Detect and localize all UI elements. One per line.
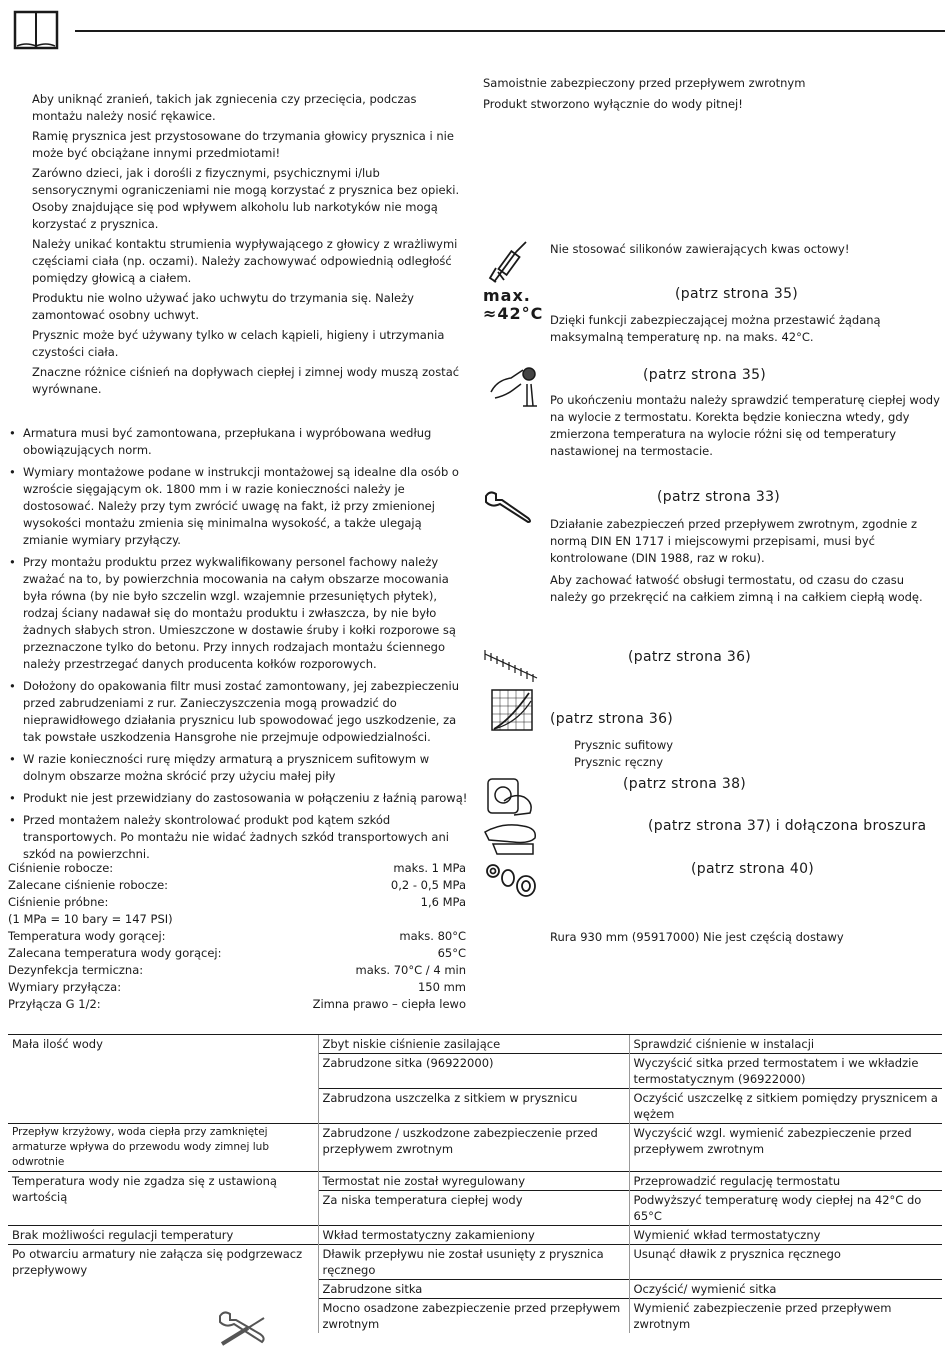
safety-note: Zarówno dzieci, jak i dorośli z fizycznymi, psychicznymi i/lub sensorycznymi ograniczeniami nie mogą korzystać z prysznica bez opieki. Osoby znajdujące się pod wpływem alkoholu lub narkotyków nie mogą korzystać z prysznica. (32, 166, 460, 231)
see-page-40-ref: (patrz strona 40) (691, 861, 815, 877)
table-row (8, 1245, 942, 1280)
tech-value: 0,2 - 0,5 MPa (390, 878, 466, 892)
maintenance-para: Aby zachować łatwość obsługi termostatu, od czasu do czasu należy go przekręcić na całkiem zimną i na całkiem ciepłą wodę. (550, 573, 923, 604)
calibration-text: Po ukończeniu montażu należy sprawdzić temperaturę ciepłej wody na wylocie z termostatu. Korekta będzie konieczna wtedy, gdy zmierzona temperatura na wylocie różni się od temperatury nastawionej na termostacie. (550, 393, 940, 458)
tech-label: Ciśnienie próbne: (8, 895, 109, 909)
silicone-gun-icon (484, 238, 534, 288)
thermostat-hand-icon (487, 362, 539, 410)
mounting-note: • Produkt nie jest przewidziany do zastosowania w połączeniu z łaźnią parową! (8, 790, 468, 807)
remedy-cell: Przeprowadzić regulację termostatu (629, 1172, 942, 1191)
limit-text: Dzięki funkcji zabezpieczającej można przestawić żądaną maksymalną temperaturę np. na maks. 42°C. (550, 313, 881, 344)
mounting-note: • W razie konieczności rurę między armaturą a prysznicem sufitowym w dolnym obszarze można skrócić przy użyciu małej piły (8, 751, 468, 785)
remedy-cell: Oczyścić/ wymienić sitka (629, 1280, 942, 1299)
flow-legend-item: Prysznic ręczny (574, 755, 664, 769)
table-row (8, 1124, 942, 1172)
remedy-cell: Oczyścić uszczelkę z sitkiem pomiędzy prysznicem a wężem (629, 1089, 942, 1124)
mounting-note: • Wymiary montażowe podane w instrukcji montażowej są idealne dla osób o wzroście sięgającym ok. 1800 mm i w razie konieczności należy je dostosować. Należy przy tym zwrócić uwagę na fakt, iż przy zmienionej wysokości montażu zmienia się minimalna wysokość, a także ulegają zmianie wymiary przyłączy. (8, 464, 468, 549)
problem-cell: Mała ilość wody (8, 1035, 318, 1124)
tech-value: maks. 70°C / 4 min (355, 963, 466, 977)
ruler-icon (483, 648, 539, 684)
table-row (8, 1226, 942, 1245)
book-icon (13, 10, 59, 50)
remedy-cell: Wymienić wkład termostatyczny (629, 1226, 942, 1245)
tech-label: (1 MPa = 10 bary = 147 PSI) (8, 912, 173, 926)
tech-label: Wymiary przyłącza: (8, 980, 122, 994)
problem-cell: Brak możliwości regulacji temperatury (8, 1226, 318, 1245)
safety-note: Produktu nie wolno używać jako uchwytu do trzymania się. Należy zamontować osobny uchwyt. (32, 291, 414, 322)
tech-row (8, 911, 466, 928)
spare-parts-icon (484, 860, 540, 898)
problem-cell: Temperatura wody nie zgadza się z ustawioną wartością (8, 1172, 318, 1226)
cause-cell: Za niska temperatura ciepłej wody (318, 1191, 629, 1226)
mounting-notes (8, 425, 468, 868)
tech-label: Ciśnienie robocze: (8, 861, 114, 875)
tech-row (8, 860, 466, 877)
wrench-icon (482, 488, 538, 524)
mounting-note: • Dołożony do opakowania filtr musi zostać zamontowany, jej zabezpieczeniu przed zabrudzeniami z rur. Zanieczyszczenia mogą prowadzić do nieprawidłowego działania prysznicu lub spowodować jego uszkodzenie, za tak powstałe uszkodzenia Hansgrohe nie przejmuje odpowiedzialności. (8, 678, 468, 746)
cause-cell: Mocno osadzone zabezpieczenie przed przepływem zwrotnym (318, 1299, 629, 1334)
intro-line: Samoistnie zabezpieczony przed przepływem zwrotnym (483, 76, 806, 90)
table-row (8, 1172, 942, 1191)
see-page-36-ref: (patrz strona 36) (550, 711, 674, 727)
tech-label: Zalecane ciśnienie robocze: (8, 878, 169, 892)
cause-cell: Zabrudzona uszczelka z sitkiem w prysznicu (318, 1089, 629, 1124)
tech-row (8, 979, 466, 996)
cause-cell: Wkład termostatyczny zakamieniony (318, 1226, 629, 1245)
cleaning-hand-icon (483, 818, 539, 858)
remedy-cell: Podwyższyć temperaturę wody ciepłej na 42°C do 65°C (629, 1191, 942, 1226)
see-page-35-ref: (patrz strona 35) (675, 286, 799, 302)
see-page-33-ref: (patrz strona 33) (657, 489, 781, 505)
tech-value: 1,6 MPa (420, 895, 466, 909)
tools-icon (216, 1308, 272, 1348)
remedy-cell: Wyczyścić wzgl. wymienić zabezpieczenie przed przepływem zwrotnym (629, 1124, 942, 1172)
flow-diagram-icon (491, 689, 533, 731)
cause-cell: Zabrudzone / uszkodzone zabezpieczenie przed przepływem zwrotnym (318, 1124, 629, 1172)
cause-cell: Zbyt niskie ciśnienie zasilające (318, 1035, 629, 1054)
pipe-note: Rura 930 mm (95917000) Nie jest częścią dostawy (550, 930, 844, 944)
tech-row (8, 894, 466, 911)
problem-cell: Przepływ krzyżowy, woda ciepła przy zamkniętej armaturze wpływa do przewodu wody zimnej lub odwrotnie (8, 1124, 318, 1172)
operation-hand-icon (484, 775, 536, 817)
tech-value: maks. 80°C (399, 929, 466, 943)
tech-row (8, 996, 466, 1013)
intro-notes (483, 75, 923, 118)
safety-note: Aby uniknąć zranień, takich jak zgniecenia czy przecięcia, podczas montażu należy nosić rękawice. (32, 92, 417, 123)
safety-note: Znaczne różnice ciśnień na dopływach ciepłej i zimnej wody muszą zostać wyrównane. (32, 365, 460, 396)
cause-cell: Dławik przepływu nie został usunięty z prysznica ręcznego (318, 1245, 629, 1280)
tech-value: Zimna prawo – ciepła lewo (312, 997, 466, 1011)
table-row (8, 1035, 942, 1054)
mounting-note: • Przy montażu produktu przez wykwalifikowany personel fachowy należy zważać na to, by powierzchnia mocowania na całym obszarze mocowania była równa (by nie było szczelin wzgl. wzajemnie przesuniętych płytek), rodzaj ściany nadawał się do montażu produktu i zwłaszcza, by nie było żadnych słabych stron. Umieszczone w dostawie śruby i kołki rozporowe są przeznaczone tylko do betonu. Przy innych rodzajach montażu ściennego należy przestrzegać danych producenta kołków rozporowych. (8, 554, 468, 673)
silicone-warning: Nie stosować silikonów zawierających kwas octowy! (550, 242, 850, 256)
technical-data (8, 860, 466, 1013)
maintenance-para: Działanie zabezpieczeń przed przepływem zwrotnym, zgodnie z normą DIN EN 1717 i miejscowymi przepisami, musi być kontrolowane (DIN 1988, raz w roku). (550, 517, 918, 565)
troubleshooting-table (8, 1034, 942, 1333)
tech-value: 150 mm (417, 980, 466, 994)
flow-legend-item: Prysznic sufitowy (574, 738, 674, 752)
see-page-38-ref: (patrz strona 38) (623, 776, 747, 792)
tech-value: maks. 1 MPa (393, 861, 466, 875)
remedy-cell: Wyczyścić sitka przed termostatem i we wkładzie termostatycznym (96922000) (629, 1054, 942, 1089)
tech-row (8, 928, 466, 945)
header-rule (75, 30, 945, 32)
cause-cell: Termostat nie został wyregulowany (318, 1172, 629, 1191)
cause-cell: Zabrudzone sitka (318, 1280, 629, 1299)
tech-value: 65°C (437, 946, 466, 960)
max-temp-label: max. ≈42°C (483, 286, 544, 323)
tech-label: Zalecana temperatura wody gorącej: (8, 946, 222, 960)
see-page-36-ref: (patrz strona 36) (628, 649, 752, 665)
tech-label: Dezynfekcja termiczna: (8, 963, 144, 977)
see-page-35-ref: (patrz strona 35) (643, 367, 767, 383)
problem-cell: Po otwarciu armatury nie załącza się podgrzewacz przepływowy (8, 1245, 318, 1334)
intro-line: Produkt stworzono wyłącznie do wody pitnej! (483, 97, 743, 111)
maintenance-text (550, 516, 942, 611)
tech-row (8, 945, 466, 962)
remedy-cell: Usunąć dławik z prysznica ręcznego (629, 1245, 942, 1280)
safety-note: Należy unikać kontaktu strumienia wypływającego z głowicy z wrażliwymi częściami ciała (np. oczami). Należy zachowywać odpowiednią odległość pomiędzy głowicą a ciałem. (32, 237, 458, 285)
tech-row (8, 962, 466, 979)
tech-label: Temperatura wody gorącej: (8, 929, 166, 943)
safety-note: Ramię prysznica jest przystosowane do trzymania głowicy prysznica i nie może być obciążane innymi przedmiotami! (32, 129, 454, 160)
cause-cell: Zabrudzone sitka (96922000) (318, 1054, 629, 1089)
flow-legend (574, 737, 774, 771)
see-page-37-ref: (patrz strona 37) i dołączona broszura (648, 818, 927, 834)
remedy-cell: Wymienić zabezpieczenie przed przepływem zwrotnym (629, 1299, 942, 1334)
remedy-cell: Sprawdzić ciśnienie w instalacji (629, 1035, 942, 1054)
tech-label: Przyłącza G 1/2: (8, 997, 101, 1011)
mounting-note: • Armatura musi być zamontowana, przepłukana i wypróbowana według obowiązujących norm. (8, 425, 468, 459)
safety-note: Prysznic może być używany tylko w celach kąpieli, higieny i utrzymania czystości ciała. (32, 328, 445, 359)
tech-row (8, 877, 466, 894)
mounting-note: • Przed montażem należy skontrolować produkt pod kątem szkód transportowych. Po montażu nie widać żadnych szkód transportowych ani szkód na powierzchni. (8, 812, 468, 863)
safety-notes (32, 91, 462, 401)
